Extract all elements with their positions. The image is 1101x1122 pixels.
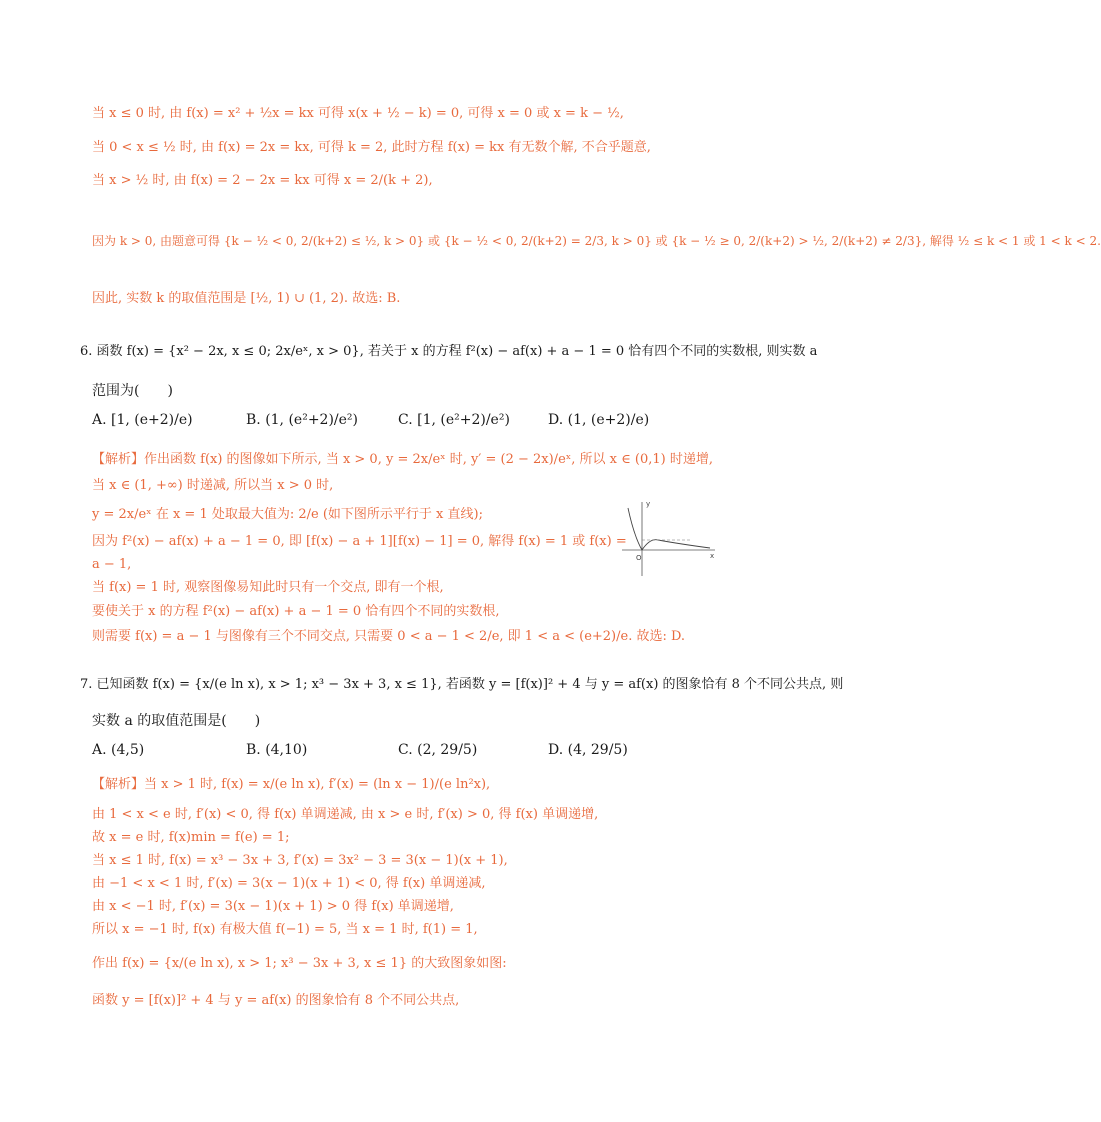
graph-curve-right: [642, 540, 710, 550]
q7-solution-line-2: 由 1 < x < e 时, f′(x) < 0, 得 f(x) 单调递减, 由 x > e 时, f′(x) > 0, 得 f(x) 单调递增,: [92, 807, 599, 822]
q6-solution-line-5: a − 1,: [92, 557, 132, 572]
q6-option-a: A. [1, (e+2)/e): [92, 412, 193, 428]
q7-option-d: D. (4, 29/5): [548, 742, 628, 758]
prev-solution-line-3: 当 x > ½ 时, 由 f(x) = 2 − 2x = kx 可得 x = 2/(k + 2),: [92, 173, 433, 188]
q7-stem-line-2: 实数 a 的取值范围是( ): [92, 713, 261, 729]
prev-solution-line-1: 当 x ≤ 0 时, 由 f(x) = x² + ½x = kx 可得 x(x + ½ − k) = 0, 可得 x = 0 或 x = k − ½,: [92, 106, 624, 121]
q6-solution-line-2: 当 x ∈ (1, +∞) 时递减, 所以当 x > 0 时,: [92, 478, 334, 493]
q7-solution-line-6: 由 x < −1 时, f′(x) = 3(x − 1)(x + 1) > 0 得 f(x) 单调递增,: [92, 899, 454, 914]
q6-option-b: B. (1, (e²+2)/e²): [246, 412, 358, 428]
q6-function-graph: [620, 498, 720, 578]
prev-solution-line-5: 因此, 实数 k 的取值范围是 [½, 1) ∪ (1, 2). 故选: B.: [92, 291, 401, 306]
q7-solution-line-5: 由 −1 < x < 1 时, f′(x) = 3(x − 1)(x + 1) < 0, 得 f(x) 单调递减,: [92, 876, 486, 891]
q6-stem-line-2: 范围为( ): [92, 383, 173, 399]
q6-stem-line-1: 6. 函数 f(x) = {x² − 2x, x ≤ 0; 2x/eˣ, x > 0}, 若关于 x 的方程 f²(x) − af(x) + a − 1 = 0 恰有四个不同的实数根, 则实数 a: [80, 344, 818, 359]
q7-option-a: A. (4,5): [92, 742, 145, 758]
q6-solution-line-6: 当 f(x) = 1 时, 观察图像易知此时只有一个交点, 即有一个根,: [92, 580, 444, 595]
q6-option-d: D. (1, (e+2)/e): [548, 412, 650, 428]
q7-solution-line-7: 所以 x = −1 时, f(x) 有极大值 f(−1) = 5, 当 x = 1 时, f(1) = 1,: [92, 922, 478, 937]
q7-solution-line-8: 作出 f(x) = {x/(e ln x), x > 1; x³ − 3x + 3, x ≤ 1} 的大致图象如图:: [92, 956, 507, 971]
q6-solution-line-3: y = 2x/eˣ 在 x = 1 处取最大值为: 2/e (如下图所示平行于 x 直线);: [92, 507, 483, 522]
graph-curve-left: [628, 508, 642, 550]
q7-option-c: C. (2, 29/5): [398, 742, 478, 758]
q7-solution-line-3: 故 x = e 时, f(x)min = f(e) = 1;: [92, 830, 290, 845]
q7-stem-line-1: 7. 已知函数 f(x) = {x/(e ln x), x > 1; x³ − 3x + 3, x ≤ 1}, 若函数 y = [f(x)]² + 4 与 y = af(x) 的图象恰有 8 个不同公共点, 则: [80, 677, 844, 692]
q7-option-b: B. (4,10): [246, 742, 308, 758]
q6-solution-line-7: 要使关于 x 的方程 f²(x) − af(x) + a − 1 = 0 恰有四个不同的实数根,: [92, 604, 500, 619]
q6-solution-line-1: 【解析】作出函数 f(x) 的图像如下所示, 当 x > 0, y = 2x/eˣ 时, y′ = (2 − 2x)/eˣ, 所以 x ∈ (0,1) 时递增,: [92, 452, 713, 467]
prev-solution-line-4: 因为 k > 0, 由题意可得 {k − ½ < 0, 2/(k+2) ≤ ½, k > 0} 或 {k − ½ < 0, 2/(k+2) = 2/3, k > 0} 或 {k − ½ ≥ 0, 2/(k+2) > ½, 2/(k+2) ≠ 2/3}, 解得 ½ ≤ k < 1 或 1 < k < 2.: [92, 234, 1101, 248]
q7-solution-line-1: 【解析】当 x > 1 时, f(x) = x/(e ln x), f′(x) = (ln x − 1)/(e ln²x),: [92, 777, 491, 792]
graph-origin-label: O: [636, 554, 642, 562]
graph-y-label: y: [646, 500, 651, 508]
q6-option-c: C. [1, (e²+2)/e²): [398, 412, 510, 428]
graph-x-label: x: [710, 552, 715, 560]
q6-solution-line-4: 因为 f²(x) − af(x) + a − 1 = 0, 即 [f(x) − a + 1][f(x) − 1] = 0, 解得 f(x) = 1 或 f(x) =: [92, 534, 627, 549]
q7-solution-line-4: 当 x ≤ 1 时, f(x) = x³ − 3x + 3, f′(x) = 3x² − 3 = 3(x − 1)(x + 1),: [92, 853, 508, 868]
q6-solution-line-8: 则需要 f(x) = a − 1 与图像有三个不同交点, 只需要 0 < a − 1 < 2/e, 即 1 < a < (e+2)/e. 故选: D.: [92, 629, 686, 644]
prev-solution-line-2: 当 0 < x ≤ ½ 时, 由 f(x) = 2x = kx, 可得 k = 2, 此时方程 f(x) = kx 有无数个解, 不合乎题意,: [92, 140, 651, 155]
q7-solution-line-9: 函数 y = [f(x)]² + 4 与 y = af(x) 的图象恰有 8 个不同公共点,: [92, 993, 460, 1008]
